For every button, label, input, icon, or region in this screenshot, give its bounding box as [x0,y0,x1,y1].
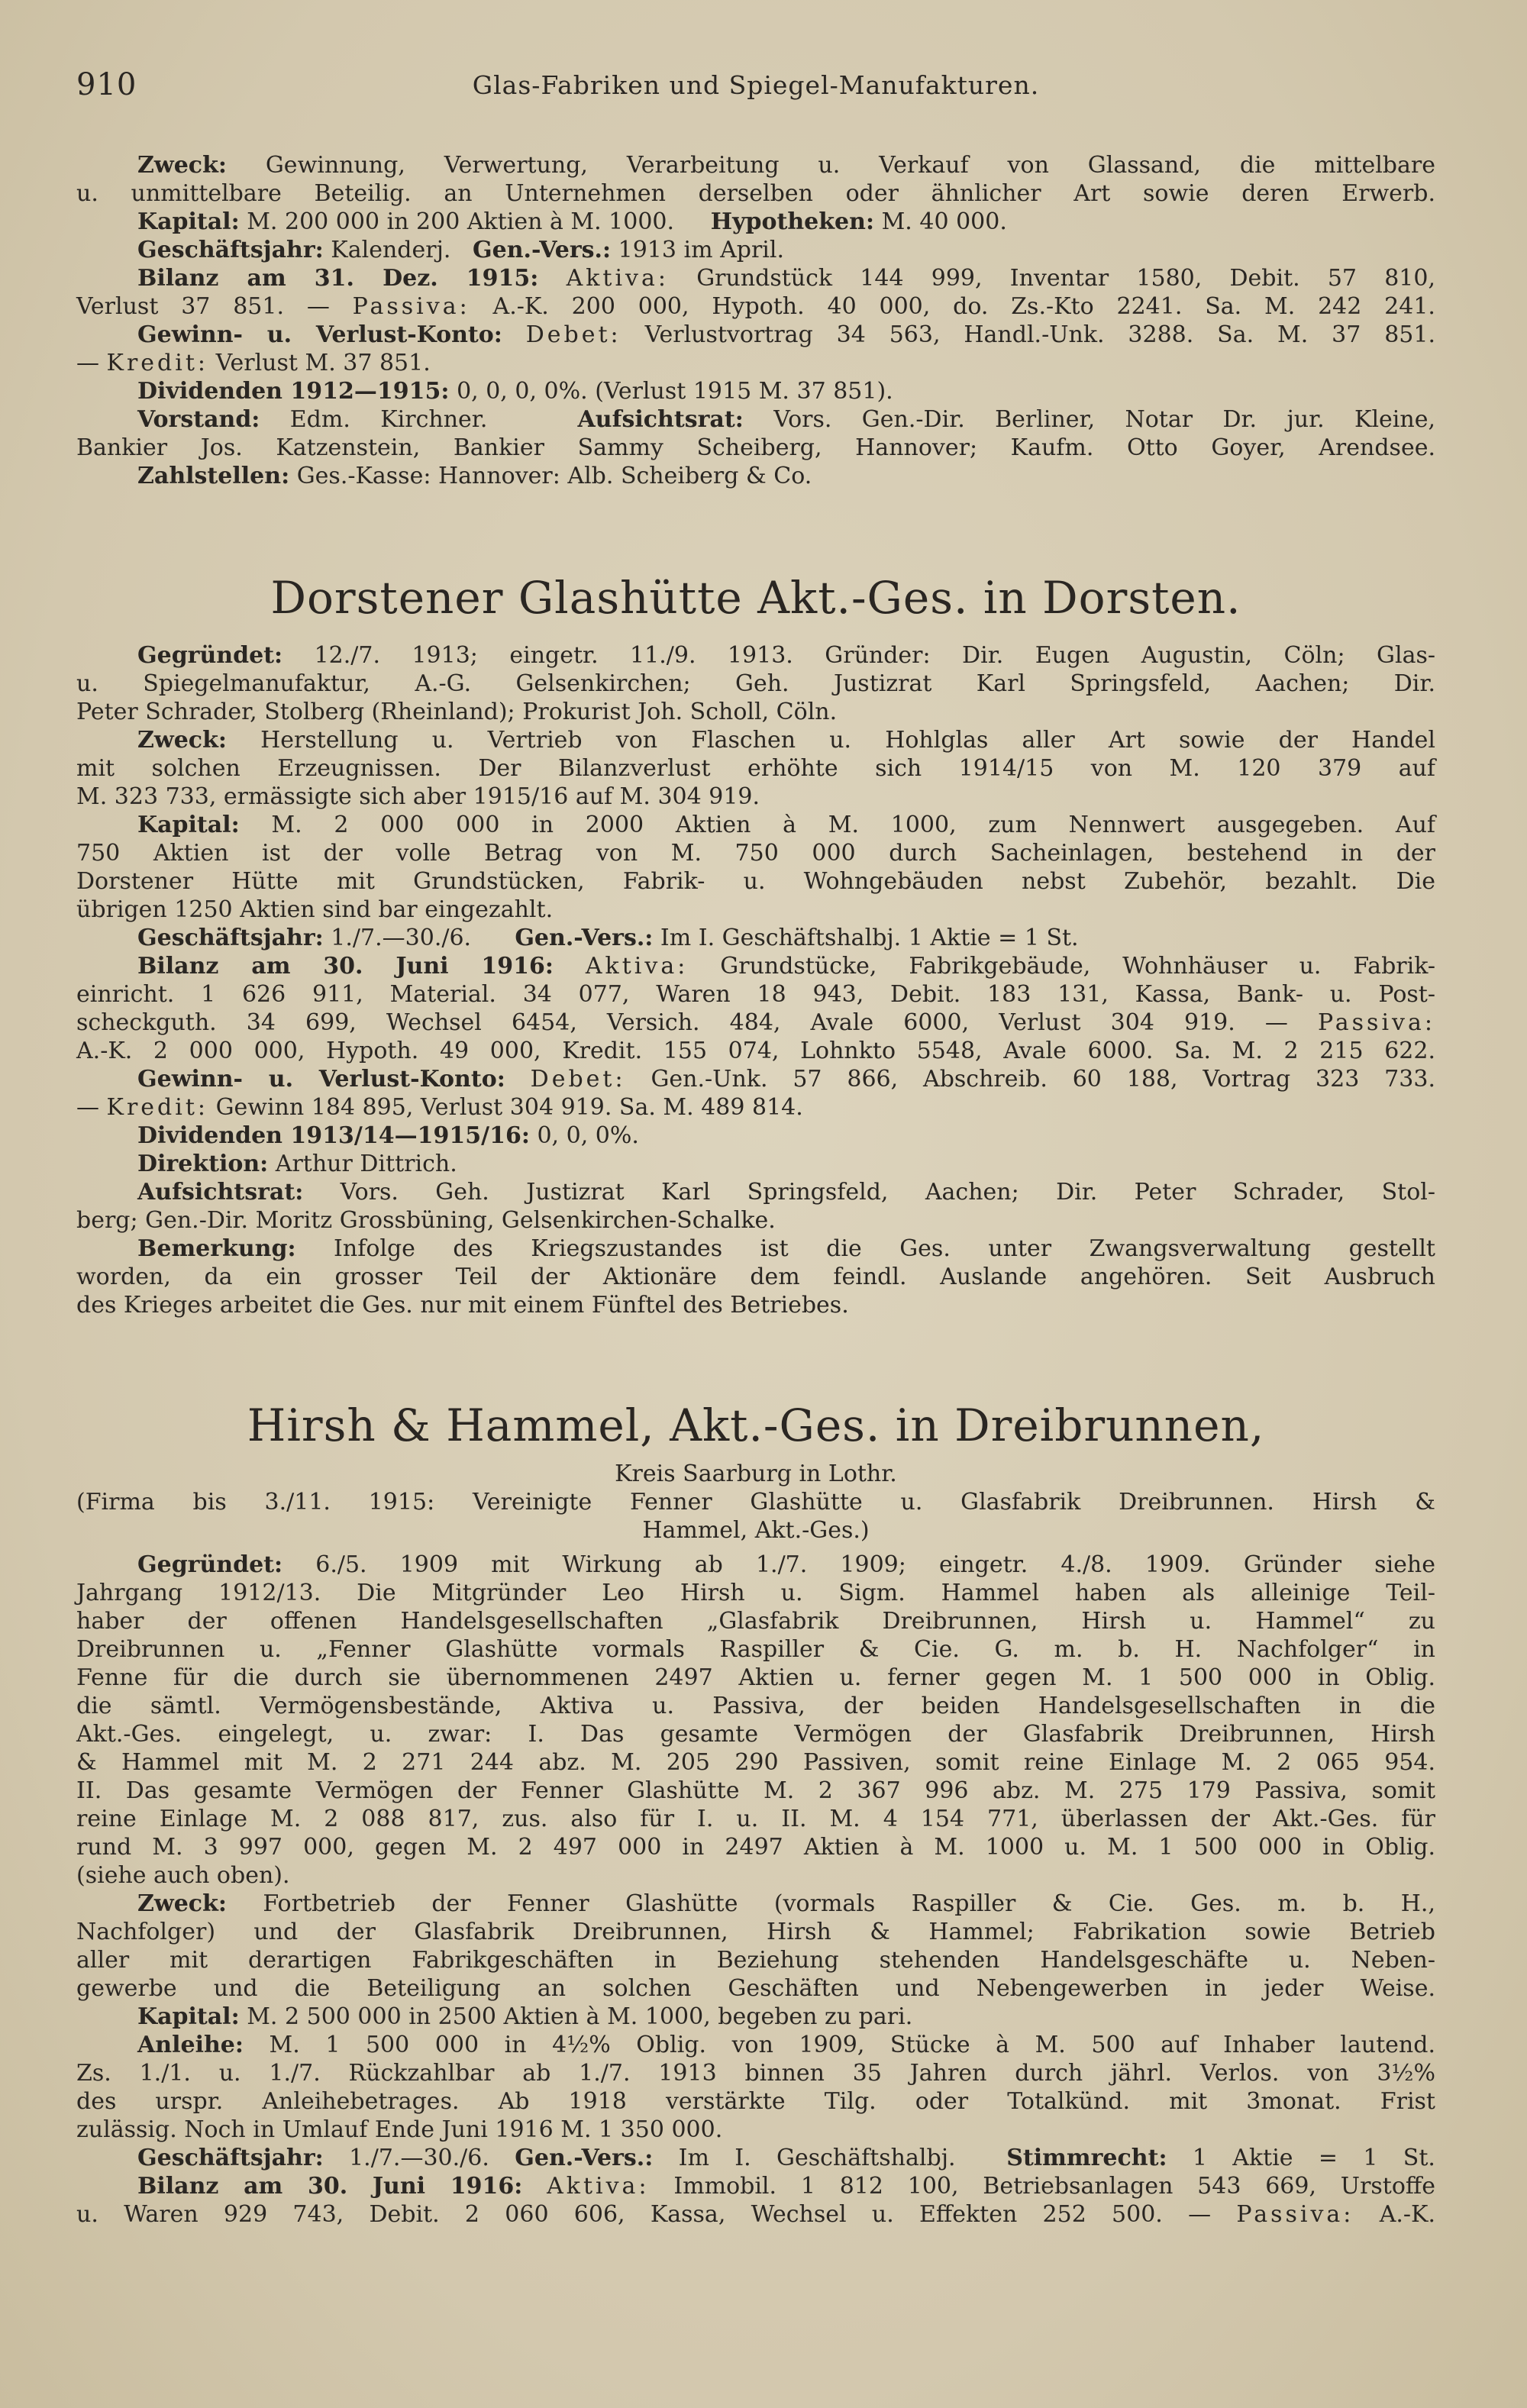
entry-line: Geschäftsjahr: 1./7.—30./6. Gen.-Vers.: Im I. Geschäftshalbj. 1 Aktie = 1 St. [137,925,1079,951]
entry-line: — Kredit: Verlust M. 37 851. [76,350,431,376]
entry-line: Peter Schrader, Stolberg (Rheinland); Prokurist Joh. Scholl, Cöln. [76,699,838,725]
entry-line: Fenne für die durch sie übernommenen 2497 Aktien u. ferner gegen M. 1 500 000 in Oblig. [76,1664,1435,1691]
entry-line: rund M. 3 997 000, gegen M. 2 497 000 in 2497 Aktien à M. 1000 u. M. 1 500 000 in Oblig. [76,1834,1435,1861]
entry-line: aller mit derartigen Fabrikgeschäften in Beziehung stehenden Handelsgeschäfte u. Neben- [76,1947,1435,1974]
entry-line: mit solchen Erzeugnissen. Der Bilanzverlust erhöhte sich 1914/15 von M. 120 379 auf [76,755,1435,782]
entry-line: Bilanz am 30. Juni 1916: Aktiva: Immobil. 1 812 100, Betriebsanlagen 543 669, Urstoffe [137,2173,1435,2200]
entry-line: gewerbe und die Beteiligung an solchen Geschäften und Nebengewerben in jeder Weise. [76,1975,1435,2002]
entry-dorstener-glashuette [76,563,1435,1319]
entry-line: Dorstener Hütte mit Grundstücken, Fabrik- u. Wohngebäuden nebst Zubehör, bezahlt. Die [76,868,1435,895]
entry-line: II. Das gesamte Vermögen der Fenner Glashütte M. 2 367 996 abz. M. 275 179 Passiva, somit [76,1777,1435,1804]
entry-line: Geschäftsjahr: Kalenderj. Gen.-Vers.: 1913 im April. [137,237,785,263]
company-location: Kreis Saarburg in Lothr. [615,1461,897,1487]
entry-line: übrigen 1250 Aktien sind bar eingezahlt. [76,896,554,923]
entry-line: Akt.-Ges. eingelegt, u. zwar: I. Das gesamte Vermögen der Glasfabrik Dreibrunnen, Hirsh [76,1721,1435,1748]
entry-line: Aufsichtsrat: Vors. Geh. Justizrat Karl Springsfeld, Aachen; Dir. Peter Schrader, Stol- [137,1179,1435,1206]
entry-line: Jahrgang 1912/13. Die Mitgründer Leo Hirsh u. Sigm. Hammel haben als alleinige Teil- [76,1580,1435,1606]
company-title: Hirsh & Hammel, Akt.-Ges. in Dreibrunnen, [247,1399,1265,1451]
entry-line: die sämtl. Vermögensbestände, Aktiva u. Passiva, der beiden Handelsgesellschaften in die [76,1693,1435,1719]
entry-line: Vorstand: Edm. Kirchner. Aufsichtsrat: Vors. Gen.-Dir. Berliner, Notar Dr. jur. Kleine, [137,406,1436,433]
entry-line: Zweck: Gewinnung, Verwertung, Verarbeitung u. Verkauf von Glassand, die mittelbare [137,152,1435,179]
former-firm-name: (Firma bis 3./11. 1915: Vereinigte Fenner Glashütte u. Glasfabrik Dreibrunnen. Hirsh & [76,1489,1435,1515]
entry-line: (siehe auch oben). [76,1862,290,1889]
entry-line: Bilanz am 30. Juni 1916: Aktiva: Grundstücke, Fabrikgebäude, Wohnhäuser u. Fabrik- [137,953,1435,980]
entry-line: Geschäftsjahr: 1./7.—30./6. Gen.-Vers.: Im I. Geschäftshalbj. Stimmrecht: 1 Aktie = 1 St. [137,2145,1435,2171]
entry-line: Direktion: Arthur Dittrich. [137,1151,457,1177]
entry-line: worden, da ein grosser Teil der Aktionäre dem feindl. Auslande angehören. Seit Ausbruch [76,1264,1435,1290]
entry-line: Zweck: Herstellung u. Vertrieb von Flaschen u. Hohlglas aller Art sowie der Handel [137,727,1435,754]
entry-line: & Hammel mit M. 2 271 244 abz. M. 205 290 Passiven, somit reine Einlage M. 2 065 954. [76,1749,1435,1776]
entry-line: zulässig. Noch in Umlauf Ende Juni 1916 M. 1 350 000. [76,2116,723,2143]
entry-line: Nachfolger) und der Glasfabrik Dreibrunnen, Hirsh & Hammel; Fabrikation sowie Betrieb [76,1919,1435,1945]
entry-line: Zs. 1./1. u. 1./7. Rückzahlbar ab 1./7. 1913 binnen 35 Jahren durch jährl. Verlos. von 3½% [76,2060,1435,2087]
entry-line: M. 323 733, ermässigte sich aber 1915/16 auf M. 304 919. [76,783,760,810]
entry-line: Gegründet: 12./7. 1913; eingetr. 11./9. 1913. Gründer: Dir. Eugen Augustin, Cöln; Glas- [137,642,1435,669]
entry-line: u. Spiegelmanufaktur, A.-G. Gelsenkirchen; Geh. Justizrat Karl Springsfeld, Aachen; Dir. [76,670,1435,697]
entry-line: Zweck: Fortbetrieb der Fenner Glashütte (vormals Raspiller & Cie. Ges. m. b. H., [137,1890,1435,1917]
entry-line: des Krieges arbeitet die Ges. nur mit einem Fünftel des Betriebes. [76,1292,849,1319]
entry-line: Bilanz am 31. Dez. 1915: Aktiva: Grundstück 144 999, Inventar 1580, Debit. 57 810, [137,265,1436,292]
entry-line: Anleihe: M. 1 500 000 in 4½% Oblig. von 1909, Stücke à M. 500 auf Inhaber lautend. [137,2032,1435,2058]
entry-line: Bemerkung: Infolge des Kriegszustandes ist die Ges. unter Zwangsverwaltung gestellt [137,1235,1435,1262]
entry-hirsh-hammel [76,1391,1435,2229]
entry-line: einricht. 1 626 911, Material. 34 077, Waren 18 943, Debit. 183 131, Kassa, Bank- u. Post- [76,981,1435,1008]
entry-line: Dreibrunnen u. „Fenner Glashütte vormals Raspiller & Cie. G. m. b. H. Nachfolger“ in [76,1636,1435,1663]
entry-line: Gewinn- u. Verlust-Konto: Debet: Gen.-Unk. 57 866, Abschreib. 60 188, Vortrag 323 733. [137,1066,1435,1093]
entry-line: berg; Gen.-Dir. Moritz Grossbüning, Gelsenkirchen-Schalke. [76,1207,776,1234]
entry-line: Dividenden 1912—1915: 0, 0, 0, 0%. (Verlust 1915 M. 37 851). [137,378,893,405]
entry-line: Gewinn- u. Verlust-Konto: Debet: Verlustvortrag 34 563, Handl.-Unk. 3288. Sa. M. 37 851. [137,321,1436,348]
entry-line: A.-K. 2 000 000, Hypoth. 49 000, Kredit. 155 074, Lohnkto 5548, Avale 6000. Sa. M. 2 215 622. [76,1038,1435,1064]
entry-line: reine Einlage M. 2 088 817, zus. also für I. u. II. M. 4 154 771, überlassen der Akt.-Ges. für [76,1806,1435,1832]
entry-line: u. unmittelbare Beteilig. an Unternehmen derselben oder ähnlicher Art sowie deren Erwerb. [76,180,1435,207]
company-title: Dorstener Glashütte Akt.-Ges. in Dorsten. [270,572,1241,624]
running-title: Glas-Fabriken und Spiegel-Manufakturen. [472,70,1040,100]
entry-line: Dividenden 1913/14—1915/16: 0, 0, 0%. [137,1122,639,1149]
former-firm-name-cont: Hammel, Akt.-Ges.) [642,1517,870,1544]
entry-line: des urspr. Anleihebetrages. Ab 1918 verstärkte Tilg. oder Totalkünd. mit 3monat. Frist [76,2088,1435,2115]
page-header [76,67,1435,121]
entry-line: Kapital: M. 200 000 in 200 Aktien à M. 1000. Hypotheken: M. 40 000. [137,208,1007,235]
entry-line: Verlust 37 851. — Passiva: A.-K. 200 000, Hypoth. 40 000, do. Zs.-Kto 2241. Sa. M. 242 241. [76,293,1435,320]
entry-line: u. Waren 929 743, Debit. 2 060 606, Kassa, Wechsel u. Effekten 252 500. — Passiva: A.-K. [76,2201,1435,2228]
entry-line: Kapital: M. 2 500 000 in 2500 Aktien à M. 1000, begeben zu pari. [137,2003,913,2030]
page-number: 910 [76,67,137,102]
entry-line: haber der offenen Handelsgesellschaften „Glasfabrik Dreibrunnen, Hirsh u. Hammel“ zu [76,1608,1435,1635]
entry-line: — Kredit: Gewinn 184 895, Verlust 304 919. Sa. M. 489 814. [76,1094,803,1121]
entry-continued [76,151,1435,490]
entry-line: Zahlstellen: Ges.-Kasse: Hannover: Alb. Scheiberg & Co. [137,463,812,489]
entry-line: 750 Aktien ist der volle Betrag von M. 750 000 durch Sacheinlagen, bestehend in der [76,840,1435,867]
entry-line: Bankier Jos. Katzenstein, Bankier Sammy Scheiberg, Hannover; Kaufm. Otto Goyer, Arendsee. [76,434,1435,461]
entry-line: Gegründet: 6./5. 1909 mit Wirkung ab 1./7. 1909; eingetr. 4./8. 1909. Gründer siehe [137,1551,1435,1578]
entry-line: Kapital: M. 2 000 000 in 2000 Aktien à M. 1000, zum Nennwert ausgegeben. Auf [137,812,1435,838]
entry-line: scheckguth. 34 699, Wechsel 6454, Versich. 484, Avale 6000, Verlust 304 919. — Passiva: [76,1009,1435,1036]
